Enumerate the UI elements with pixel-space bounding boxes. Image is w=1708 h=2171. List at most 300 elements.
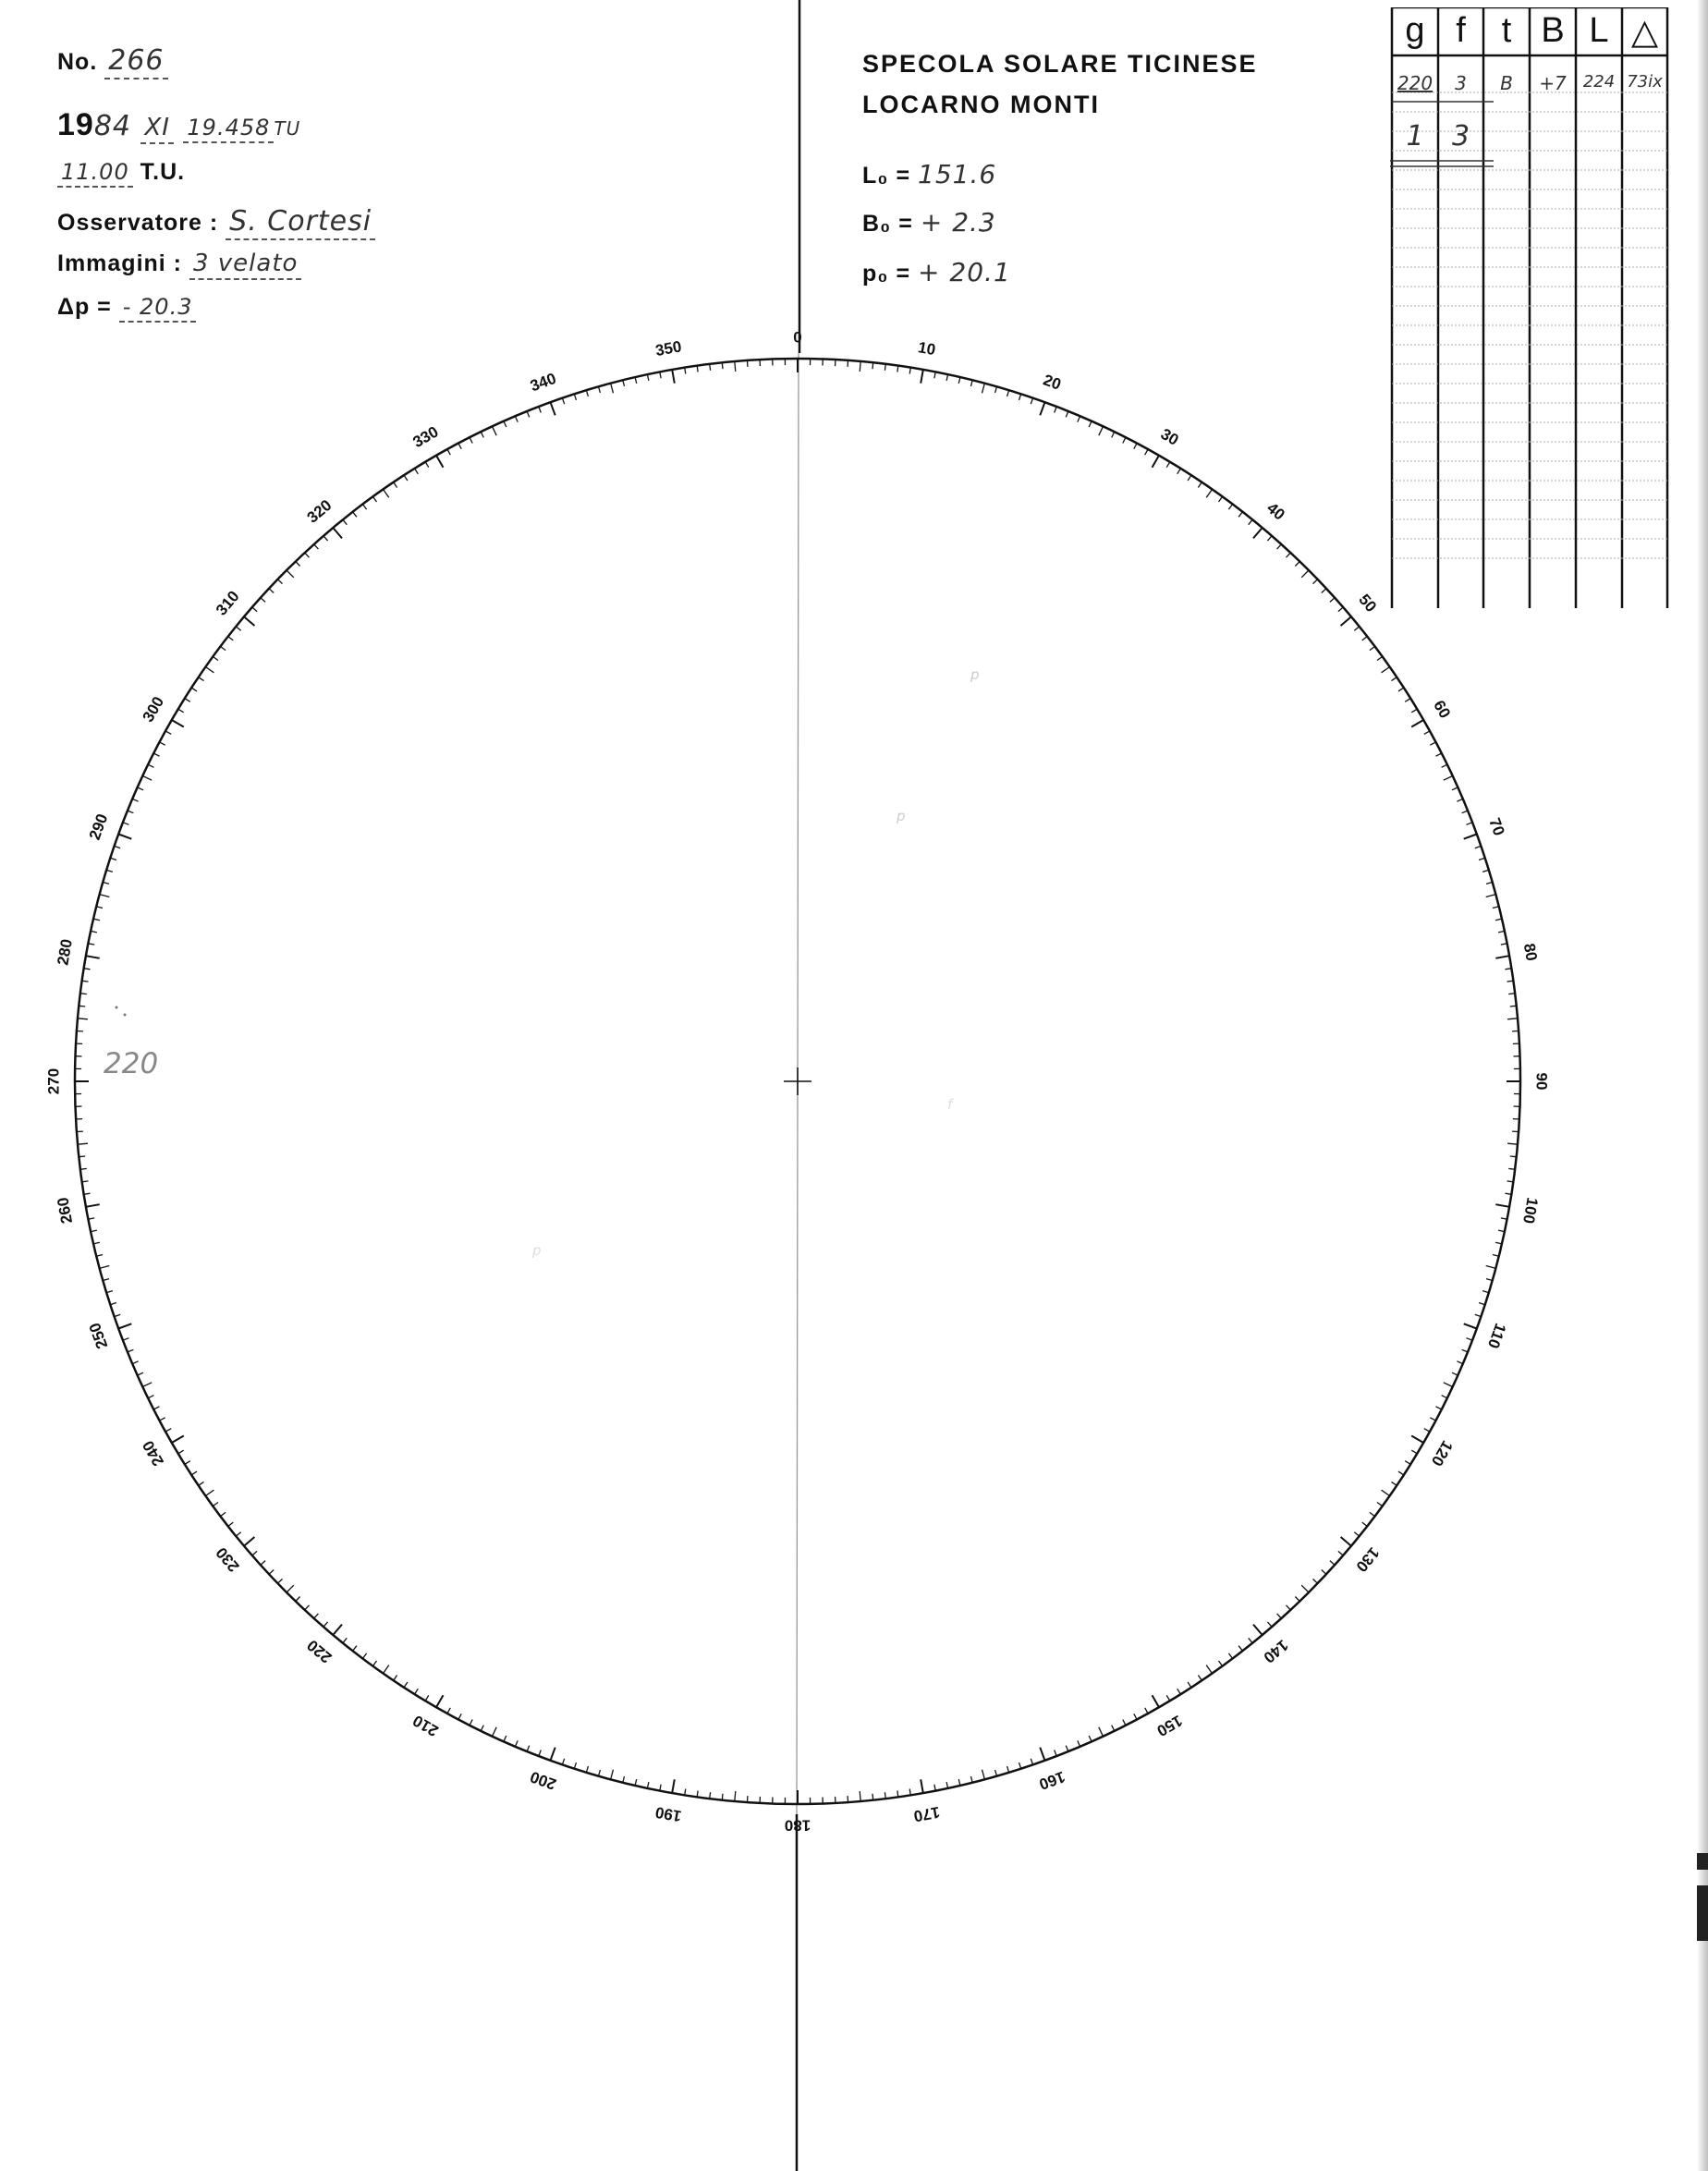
l0-value: 151.6 xyxy=(918,159,997,189)
tick-6 xyxy=(872,362,873,369)
tick-132 xyxy=(1330,1561,1335,1566)
tick-278 xyxy=(82,981,89,982)
tick-120 xyxy=(1411,1436,1423,1444)
tick-207 xyxy=(470,1720,472,1726)
tick-323 xyxy=(362,505,366,510)
tick-129 xyxy=(1354,1532,1359,1536)
tick-233 xyxy=(221,1512,226,1516)
tick-265 xyxy=(78,1143,88,1144)
tick-label-50: 50 xyxy=(1355,591,1381,616)
tick-328 xyxy=(415,469,419,474)
tick-label-60: 60 xyxy=(1430,697,1455,722)
tick-203 xyxy=(515,1740,518,1746)
tick-41 xyxy=(1267,536,1272,541)
tick-350 xyxy=(672,370,675,384)
tick-8 xyxy=(897,366,898,372)
tick-225 xyxy=(287,1585,294,1592)
tick-17 xyxy=(1007,390,1009,396)
tick-296 xyxy=(148,764,153,767)
tick-105 xyxy=(1486,1266,1496,1269)
tick-label-110: 110 xyxy=(1483,1321,1510,1351)
tick-173 xyxy=(884,1792,885,1799)
p0-label: p₀ = xyxy=(862,261,911,287)
tick-63 xyxy=(1436,753,1442,756)
tick-318 xyxy=(314,544,319,549)
tick-282 xyxy=(91,931,97,933)
tick-37 xyxy=(1228,505,1232,510)
institution-line-1: SPECOLA SOLARE TICINESE xyxy=(862,50,1258,78)
tick-label-270: 270 xyxy=(44,1067,63,1095)
tick-239 xyxy=(178,1450,184,1454)
tick-165 xyxy=(982,1770,985,1780)
tick-253 xyxy=(106,1291,113,1293)
tick-155 xyxy=(1099,1727,1104,1737)
tick-123 xyxy=(1398,1471,1404,1475)
tick-343 xyxy=(586,390,588,396)
tick-196 xyxy=(599,1770,601,1776)
tick-307 xyxy=(221,646,226,650)
tick-335 xyxy=(493,426,497,435)
tick-216 xyxy=(372,1661,376,1666)
tick-96 xyxy=(1510,1156,1517,1157)
tick-25 xyxy=(1099,426,1104,435)
tick-333 xyxy=(470,437,472,443)
tick-157 xyxy=(1078,1740,1080,1746)
tick-297 xyxy=(153,753,159,756)
tick-346 xyxy=(623,380,625,386)
sheet-number-label: No. xyxy=(57,49,98,75)
tick-152 xyxy=(1134,1714,1137,1719)
sheet-number-value: 266 xyxy=(104,44,167,79)
tick-210 xyxy=(436,1695,444,1707)
tick-124 xyxy=(1392,1482,1397,1485)
tick-252 xyxy=(110,1303,116,1305)
tick-label-200: 200 xyxy=(528,1767,559,1794)
tick-284 xyxy=(96,907,103,909)
tick-310 xyxy=(244,616,254,626)
tick-110 xyxy=(1464,1323,1477,1328)
tick-108 xyxy=(1479,1303,1485,1305)
tick-85 xyxy=(1507,1018,1518,1019)
tick-28 xyxy=(1134,444,1137,449)
tick-112 xyxy=(1462,1349,1469,1352)
tick-303 xyxy=(191,688,197,691)
tick-47 xyxy=(1322,589,1326,593)
tick-301 xyxy=(178,709,184,713)
tick-198 xyxy=(574,1762,576,1769)
tick-134 xyxy=(1313,1579,1318,1583)
tick-144 xyxy=(1219,1661,1223,1666)
row1-g: 220 xyxy=(1397,72,1434,94)
tick-285 xyxy=(100,895,110,897)
tick-59 xyxy=(1411,709,1417,713)
images-value: 3 velato xyxy=(189,250,301,280)
tick-126 xyxy=(1377,1503,1383,1506)
col-header-b: B xyxy=(1541,11,1565,50)
institution-line-2: LOCARNO MONTI xyxy=(862,91,1100,118)
tick-308 xyxy=(228,637,234,640)
tick-23 xyxy=(1078,416,1080,421)
tick-355 xyxy=(735,361,736,372)
observer-value: S. Cortesi xyxy=(226,205,375,240)
tick-label-30: 30 xyxy=(1157,424,1182,449)
tick-159 xyxy=(1055,1750,1057,1757)
tick-211 xyxy=(425,1695,429,1701)
tick-149 xyxy=(1166,1695,1170,1701)
b0-label: B₀ = xyxy=(862,211,913,237)
tick-label-10: 10 xyxy=(916,338,937,360)
tick-224 xyxy=(296,1597,300,1602)
tick-40 xyxy=(1253,528,1263,538)
tick-242 xyxy=(160,1418,165,1421)
tick-193 xyxy=(635,1779,637,1786)
tick-label-240: 240 xyxy=(139,1437,168,1470)
tick-315 xyxy=(287,570,294,578)
tick-label-310: 310 xyxy=(212,587,243,619)
tick-58 xyxy=(1405,699,1410,702)
tick-167 xyxy=(958,1779,960,1786)
tick-260 xyxy=(86,1204,100,1207)
tick-62 xyxy=(1430,742,1435,745)
tick-label-120: 120 xyxy=(1427,1437,1457,1470)
images-label: Immagini : xyxy=(57,250,183,276)
tick-44 xyxy=(1295,562,1299,567)
tick-113 xyxy=(1457,1361,1462,1364)
tick-122 xyxy=(1405,1461,1410,1465)
tick-71 xyxy=(1475,846,1482,848)
row1-b: +7 xyxy=(1539,72,1567,94)
tick-133 xyxy=(1322,1570,1326,1575)
tick-312 xyxy=(261,598,265,603)
row2-g: 1 xyxy=(1406,120,1424,152)
tick-232 xyxy=(228,1522,234,1526)
tick-136 xyxy=(1295,1597,1299,1602)
tick-186 xyxy=(722,1794,723,1800)
tick-140 xyxy=(1253,1625,1263,1635)
group-table-grid xyxy=(1390,7,1669,608)
tick-29 xyxy=(1145,449,1148,455)
tick-163 xyxy=(1007,1766,1009,1773)
tick-65 xyxy=(1444,776,1453,781)
tick-label-230: 230 xyxy=(212,1543,243,1576)
tick-221 xyxy=(323,1622,328,1627)
tick-label-0: 0 xyxy=(793,328,802,347)
tick-258 xyxy=(91,1230,97,1232)
tick-43 xyxy=(1287,553,1291,557)
tick-197 xyxy=(586,1766,588,1773)
tick-26 xyxy=(1112,432,1115,437)
tick-200 xyxy=(551,1748,555,1761)
row2-f: 3 xyxy=(1451,120,1470,152)
tick-206 xyxy=(481,1726,483,1731)
tick-54 xyxy=(1377,656,1383,660)
tick-194 xyxy=(623,1776,625,1783)
tick-label-340: 340 xyxy=(528,369,559,396)
tick-label-140: 140 xyxy=(1260,1636,1292,1667)
tick-label-100: 100 xyxy=(1519,1196,1542,1226)
tick-331 xyxy=(447,449,450,455)
tick-label-180: 180 xyxy=(784,1816,811,1835)
tick-49 xyxy=(1338,607,1343,612)
tick-98 xyxy=(1507,1181,1514,1182)
observer-label: Osservatore : xyxy=(57,210,219,236)
tick-174 xyxy=(872,1794,873,1800)
tick-218 xyxy=(353,1646,357,1652)
tick-294 xyxy=(138,787,143,790)
tick-311 xyxy=(252,607,257,612)
tick-314 xyxy=(278,579,283,584)
tick-146 xyxy=(1198,1676,1202,1681)
tick-348 xyxy=(647,374,649,381)
tick-263 xyxy=(80,1168,87,1169)
tick-label-130: 130 xyxy=(1352,1543,1384,1576)
tick-75 xyxy=(1486,895,1496,897)
tick-154 xyxy=(1112,1726,1115,1731)
date-month: XI xyxy=(140,114,173,144)
tick-222 xyxy=(314,1614,319,1618)
tick-245 xyxy=(142,1383,152,1387)
tick-label-250: 250 xyxy=(85,1320,112,1351)
tick-80 xyxy=(1495,956,1509,958)
tick-262 xyxy=(82,1181,89,1182)
tick-234 xyxy=(213,1503,218,1506)
tick-319 xyxy=(323,536,328,541)
tick-114 xyxy=(1452,1372,1458,1375)
tick-38 xyxy=(1238,512,1242,518)
scan-edge xyxy=(1697,0,1708,2171)
tick-172 xyxy=(897,1791,898,1798)
delta-p-value: - 20.3 xyxy=(119,294,197,323)
group-table xyxy=(1390,7,1669,608)
tick-57 xyxy=(1398,688,1404,691)
tick-10 xyxy=(921,370,923,384)
tick-231 xyxy=(236,1532,240,1536)
tick-330 xyxy=(436,456,444,468)
tick-161 xyxy=(1031,1759,1032,1765)
tick-201 xyxy=(539,1750,542,1757)
tick-68 xyxy=(1462,811,1469,813)
delta-p-label: Δp = xyxy=(57,294,112,320)
date-day: 19.458 xyxy=(183,115,274,143)
tick-170 xyxy=(921,1779,923,1793)
tick-53 xyxy=(1370,646,1375,650)
tick-237 xyxy=(191,1471,197,1475)
tick-label-160: 160 xyxy=(1036,1767,1068,1794)
tick-97 xyxy=(1508,1168,1515,1169)
tick-288 xyxy=(110,858,116,860)
tick-82 xyxy=(1507,981,1514,982)
tick-50 xyxy=(1341,616,1351,626)
tick-302 xyxy=(185,699,190,702)
tick-135 xyxy=(1301,1585,1309,1592)
tick-280 xyxy=(86,956,100,958)
tick-214 xyxy=(394,1676,397,1681)
tick-130 xyxy=(1341,1537,1351,1546)
tick-151 xyxy=(1145,1708,1148,1714)
tick-204 xyxy=(504,1736,506,1741)
tick-347 xyxy=(635,377,637,384)
tick-142 xyxy=(1238,1646,1242,1652)
tick-353 xyxy=(710,364,711,371)
row1-l: 224 xyxy=(1582,72,1616,91)
tick-208 xyxy=(458,1714,461,1719)
tick-300 xyxy=(172,720,184,727)
tick-12 xyxy=(946,374,948,381)
tick-127 xyxy=(1370,1512,1375,1516)
group-annotation: 220 xyxy=(104,1047,159,1080)
tick-264 xyxy=(79,1156,85,1157)
tick-106 xyxy=(1486,1279,1493,1281)
tick-290 xyxy=(118,835,131,839)
tick-138 xyxy=(1277,1614,1282,1618)
tick-305 xyxy=(205,667,214,673)
tick-215 xyxy=(384,1665,389,1674)
tick-label-70: 70 xyxy=(1485,815,1508,838)
tick-139 xyxy=(1267,1622,1272,1627)
scan-edge-mark-2 xyxy=(1697,1885,1708,1941)
col-header-g: g xyxy=(1405,11,1425,50)
tick-156 xyxy=(1089,1736,1092,1741)
tick-309 xyxy=(236,627,240,630)
tick-187 xyxy=(710,1792,711,1799)
tick-118 xyxy=(1430,1418,1435,1421)
tick-label-220: 220 xyxy=(303,1636,336,1667)
time-value: 11.00 xyxy=(57,159,133,188)
tick-147 xyxy=(1188,1682,1191,1688)
tick-295 xyxy=(142,776,152,781)
tick-226 xyxy=(278,1579,283,1583)
tick-label-190: 190 xyxy=(653,1802,683,1825)
tick-label-170: 170 xyxy=(912,1802,942,1825)
tick-115 xyxy=(1444,1383,1453,1387)
tick-46 xyxy=(1313,579,1318,584)
faint-mark-3: f xyxy=(947,1096,953,1113)
tick-150 xyxy=(1153,1695,1160,1707)
tick-56 xyxy=(1392,677,1397,681)
tick-255 xyxy=(100,1266,110,1269)
date-prefix: 19 xyxy=(57,107,94,142)
tick-78 xyxy=(1498,931,1505,933)
tick-254 xyxy=(103,1279,109,1281)
tick-label-20: 20 xyxy=(1041,371,1064,394)
tick-199 xyxy=(562,1759,564,1765)
tick-228 xyxy=(261,1561,265,1566)
tick-320 xyxy=(333,528,342,538)
tick-341 xyxy=(562,398,564,405)
tick-240 xyxy=(172,1436,184,1444)
tick-321 xyxy=(343,519,347,524)
tick-39 xyxy=(1249,519,1252,524)
tick-158 xyxy=(1066,1746,1068,1752)
tick-162 xyxy=(1019,1762,1021,1769)
tick-336 xyxy=(504,421,506,427)
tick-344 xyxy=(599,386,601,393)
tick-325 xyxy=(384,489,389,497)
tick-329 xyxy=(425,462,429,468)
tick-label-210: 210 xyxy=(409,1711,442,1740)
tick-275 xyxy=(78,1018,88,1019)
tick-67 xyxy=(1457,799,1462,801)
tick-55 xyxy=(1382,667,1390,673)
tick-27 xyxy=(1123,437,1126,443)
tick-7 xyxy=(884,364,885,371)
tick-244 xyxy=(148,1396,153,1398)
tick-148 xyxy=(1177,1689,1181,1694)
tick-195 xyxy=(611,1770,614,1780)
p0-value: + 20.1 xyxy=(918,257,1011,287)
tick-36 xyxy=(1219,496,1223,502)
tick-121 xyxy=(1411,1450,1417,1454)
tick-334 xyxy=(481,432,483,437)
tick-48 xyxy=(1330,598,1335,603)
faint-mark-2: p xyxy=(897,808,906,824)
tick-137 xyxy=(1287,1605,1291,1610)
tick-327 xyxy=(404,475,408,481)
tick-64 xyxy=(1442,764,1447,767)
tick-153 xyxy=(1123,1720,1126,1726)
tick-213 xyxy=(404,1682,408,1688)
tick-label-80: 80 xyxy=(1519,942,1541,963)
tick-19 xyxy=(1031,398,1032,405)
tick-100 xyxy=(1495,1204,1509,1207)
tick-35 xyxy=(1206,489,1212,497)
tick-13 xyxy=(958,377,960,384)
tick-128 xyxy=(1362,1522,1368,1526)
tick-238 xyxy=(185,1461,190,1465)
tick-141 xyxy=(1249,1638,1252,1642)
tick-293 xyxy=(132,799,138,801)
tick-104 xyxy=(1493,1255,1499,1257)
tick-22 xyxy=(1066,411,1068,418)
tick-249 xyxy=(123,1338,129,1341)
tick-21 xyxy=(1055,407,1057,413)
tick-202 xyxy=(527,1746,530,1752)
tick-185 xyxy=(735,1791,736,1801)
tick-label-290: 290 xyxy=(85,811,112,843)
b0-value: + 2.3 xyxy=(920,207,996,238)
tick-230 xyxy=(244,1537,254,1546)
tick-190 xyxy=(672,1779,675,1793)
tick-322 xyxy=(353,512,357,518)
tick-33 xyxy=(1188,475,1191,481)
tick-116 xyxy=(1442,1396,1447,1398)
tick-76 xyxy=(1493,907,1499,909)
tick-287 xyxy=(106,870,113,872)
tick-label-350: 350 xyxy=(653,337,683,360)
tick-30 xyxy=(1153,456,1160,468)
tick-354 xyxy=(722,362,723,369)
tick-340 xyxy=(551,402,555,415)
spot-dot-1 xyxy=(116,1006,118,1009)
tick-168 xyxy=(946,1782,948,1788)
tick-220 xyxy=(333,1625,342,1635)
tick-324 xyxy=(372,496,376,502)
tick-256 xyxy=(96,1255,103,1257)
tick-145 xyxy=(1206,1665,1212,1674)
tick-109 xyxy=(1475,1314,1482,1316)
tick-223 xyxy=(305,1605,310,1610)
tick-306 xyxy=(213,656,218,660)
l0-label: L₀ = xyxy=(862,163,911,189)
tick-20 xyxy=(1040,402,1044,415)
tick-42 xyxy=(1277,544,1282,549)
tick-102 xyxy=(1498,1230,1505,1232)
tick-111 xyxy=(1467,1338,1473,1341)
tick-95 xyxy=(1507,1143,1518,1144)
tick-143 xyxy=(1228,1653,1232,1659)
tick-160 xyxy=(1040,1748,1044,1761)
tick-339 xyxy=(539,407,542,413)
